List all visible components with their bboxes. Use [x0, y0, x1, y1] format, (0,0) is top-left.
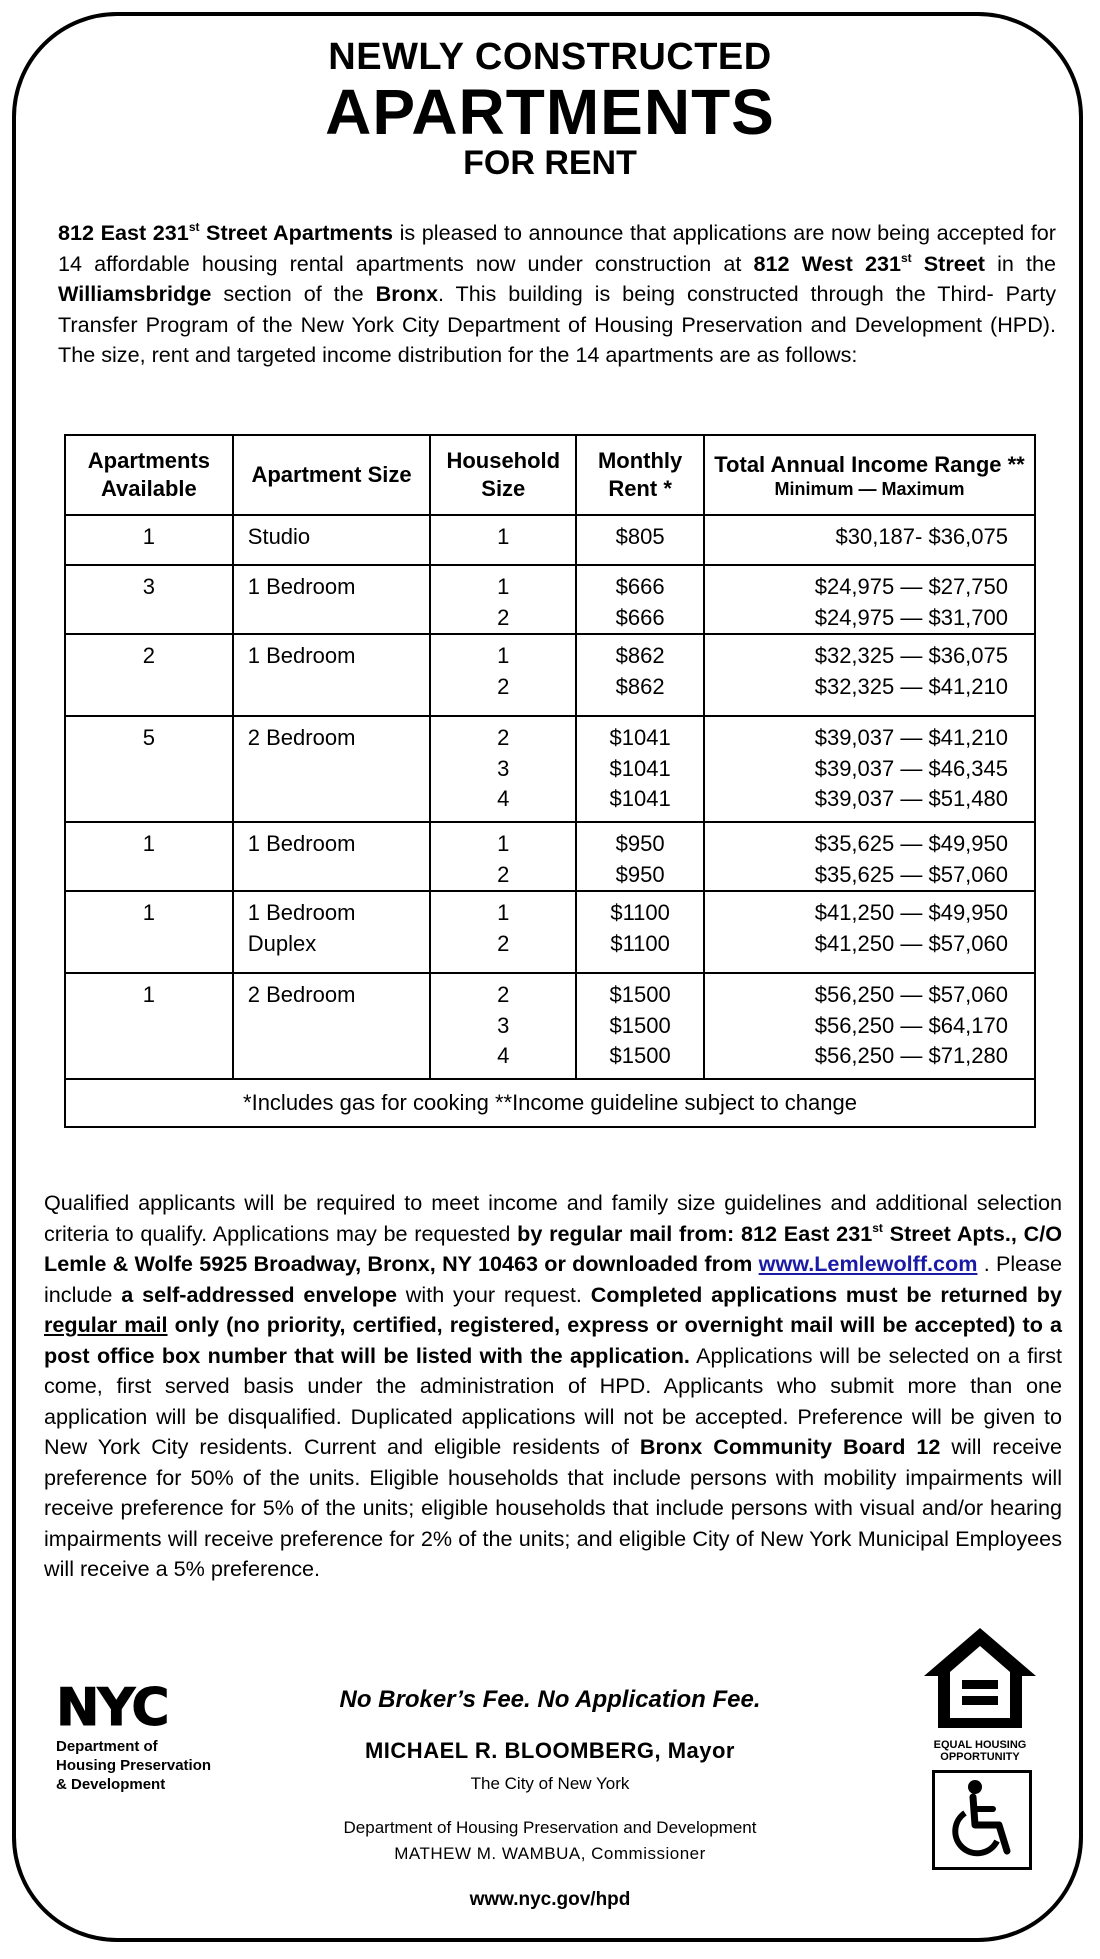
cell-available: 1 [65, 822, 233, 891]
body-b8: regular mail [44, 1312, 168, 1337]
body-b5: a self-addressed envelope [121, 1281, 397, 1307]
income-value: $41,250 — $57,060 [814, 930, 1008, 956]
intro-t10: . This building is being constructed through the Third- Party Transfer Program of the New York City Department of Housing Preservation and Development (HPD). The size, rent and targeted income distribution for the 14 apartments are as follows: [58, 281, 1056, 367]
income-value: $39,037 — $51,480 [814, 786, 1008, 811]
body-b7: Completed applications must be returned by [590, 1281, 1062, 1307]
income-value: $24,975 — $27,750 [814, 574, 1008, 599]
cell-available: 5 [65, 716, 233, 822]
intro-t9: Bronx [375, 281, 438, 306]
min-max-label: Minimum — Maximum [774, 479, 965, 499]
table-row [65, 716, 1035, 822]
cell-household [430, 973, 576, 1079]
city-line: The City of New York [470, 1774, 630, 1793]
rent-value: $1500 [609, 1012, 671, 1038]
cell-available: 1 [65, 973, 233, 1079]
table-row [65, 515, 1035, 565]
table-row [65, 891, 1035, 973]
table-row [65, 565, 1035, 634]
logo-dept-line3: & Development [56, 1776, 166, 1793]
rent-value: $1500 [609, 982, 671, 1007]
household-value: 1 [497, 831, 510, 856]
cell-household [430, 716, 576, 822]
body-b4: . Please include [44, 1251, 1063, 1307]
eho-label-2: OPPORTUNITY [940, 1751, 1020, 1763]
col-monthly-rent: Monthly Rent * [576, 435, 704, 515]
household-value: 1 [497, 900, 510, 925]
headline-apartments: APARTMENTS [325, 76, 775, 148]
lemlewolff-link[interactable]: www.Lemlewolff.com [758, 1251, 978, 1276]
intro-t3: is pleased to announce that applications are now being accepted for 14 affordable housing rental apartments now under construction at [58, 220, 1056, 276]
equal-housing-logo [920, 1624, 1040, 1763]
income-value: $35,625 — $49,950 [814, 831, 1008, 856]
cell-income [704, 565, 1035, 634]
income-value: $56,250 — $71,280 [814, 1043, 1008, 1068]
intro-t4: 812 West 231 [753, 250, 901, 276]
rent-value: $1100 [610, 900, 670, 925]
income-value: $39,037 — $46,345 [814, 755, 1008, 781]
intro-t5: Street [911, 250, 985, 276]
rent-value: $805 [615, 524, 665, 549]
col-income-range [704, 435, 1035, 515]
hpd-url[interactable]: www.nyc.gov/hpd [469, 1889, 631, 1910]
col-apartment-size: Apartment Size [233, 435, 431, 515]
cell-size: 1 Bedroom [233, 565, 431, 634]
intro-paragraph [58, 218, 1056, 371]
household-value: 2 [497, 930, 510, 956]
household-value: 1 [497, 574, 510, 599]
headline-newly-constructed: NEWLY CONSTRUCTED [328, 36, 772, 78]
body-b2-sup: st [872, 1220, 883, 1235]
cell-size: 2 Bedroom [233, 716, 431, 822]
income-value: $35,625 — $57,060 [814, 861, 1008, 887]
cell-income [704, 973, 1035, 1079]
intro-t1-sup: st [188, 220, 200, 234]
cell-rent [576, 634, 704, 716]
cell-size: 1 Bedroom [233, 822, 431, 891]
household-value: 3 [497, 755, 510, 781]
cell-income [704, 515, 1035, 565]
headline-for-rent: FOR RENT [463, 144, 637, 182]
cell-rent [576, 822, 704, 891]
body-b9: only (no priority, certified, registered, express or overnight mail will be accepted) to a post office box number that will be listed with the application. [44, 1312, 1062, 1368]
equal-housing-icon [920, 1624, 1040, 1734]
table-row [65, 973, 1035, 1079]
cell-income [704, 634, 1035, 716]
mayor-line: MICHAEL R. BLOOMBERG, Mayor [364, 1738, 735, 1763]
income-value: $56,250 — $57,060 [814, 982, 1008, 1007]
cell-size: 1 Bedroom Duplex [233, 891, 431, 973]
cell-income [704, 822, 1035, 891]
table-row [65, 634, 1035, 716]
eho-label-1: EQUAL HOUSING [933, 1739, 1027, 1751]
rent-value: $950 [615, 861, 665, 887]
wheelchair-icon [935, 1773, 1029, 1867]
cell-rent [576, 716, 704, 822]
income-value: $32,325 — $41,210 [814, 673, 1008, 699]
cell-household [430, 822, 576, 891]
household-value: 1 [497, 524, 510, 549]
rent-value: $1500 [609, 1043, 671, 1068]
logo-dept-line2: Housing Preservation [56, 1757, 212, 1774]
body-b12: will receive preference for 50% of the units. Eligible households that include persons with mobility impairments will receive preference for 5% of the units; eligible households that include persons with visual and/or hearing impairments will receive preference for 2% of the units; and eligible City of New York Municipal Employees will receive a 5% preference. [44, 1434, 1062, 1581]
body-b6: with your request. [396, 1281, 591, 1307]
income-value: $41,250 — $49,950 [814, 900, 1008, 925]
income-value: $56,250 — $64,170 [814, 1012, 1008, 1038]
accessibility-badge [932, 1770, 1032, 1870]
rent-value: $862 [615, 643, 665, 668]
intro-t7: Williamsbridge [58, 281, 212, 306]
logo-dept-line1: Department of [56, 1738, 158, 1755]
intro-t1: 812 East 231 [58, 220, 189, 245]
household-value: 2 [497, 604, 510, 630]
table-footnote-row [65, 1079, 1035, 1127]
col-apartments-available: Apartments Available [65, 435, 233, 515]
cell-income [704, 716, 1035, 822]
no-fees-note: No Broker’s Fee. No Application Fee. [339, 1686, 761, 1713]
department-line: Department of Housing Preservation and Development [343, 1818, 757, 1837]
rent-table [64, 434, 1036, 1128]
household-value: 2 [497, 673, 510, 699]
household-value: 3 [497, 1012, 510, 1038]
intro-t4-sup: st [900, 250, 912, 265]
intro-t8: section of the [211, 281, 376, 306]
cell-household [430, 891, 576, 973]
cell-rent [576, 891, 704, 973]
body-b2: by regular mail from: 812 East 231 [517, 1220, 873, 1246]
cell-size: Studio [233, 515, 431, 565]
rent-value: $1041 [609, 725, 671, 750]
household-value: 2 [497, 861, 510, 887]
body-b10: Applications will be selected on a first come, first served basis under the administration of HPD. Applicants who submit more than one application will be disqualified. Duplicated applications will not be accepted. Preference will be given to New York City residents. Current and eligible residents of [44, 1342, 1062, 1459]
cell-available: 1 [65, 515, 233, 565]
nyc-hpd-logo [56, 1680, 256, 1793]
table-header-row [65, 435, 1035, 515]
cell-available: 2 [65, 634, 233, 716]
income-value: $39,037 — $41,210 [814, 725, 1008, 750]
household-value: 1 [497, 643, 510, 668]
household-value: 2 [497, 725, 510, 750]
eligibility-paragraph [44, 1188, 1062, 1585]
rent-value: $862 [615, 673, 665, 699]
rent-value: $666 [615, 604, 665, 630]
commissioner-line: MATHEW M. WAMBUA, Commissioner [394, 1844, 706, 1863]
income-value: $24,975 — $31,700 [814, 604, 1008, 630]
cell-available: 3 [65, 565, 233, 634]
table-footnote: *Includes gas for cooking **Income guideline subject to change [65, 1079, 1035, 1127]
cell-rent [576, 515, 704, 565]
rent-value: $950 [615, 831, 665, 856]
rent-value: $666 [615, 574, 665, 599]
income-value: $30,187- $36,075 [835, 524, 1008, 549]
col-household-size: Household Size [430, 435, 576, 515]
body-b11: Bronx Community Board 12 [639, 1434, 941, 1459]
household-value: 4 [497, 1043, 510, 1068]
cell-size: 2 Bedroom [233, 973, 431, 1079]
income-value: $32,325 — $36,075 [814, 643, 1008, 668]
cell-available: 1 [65, 891, 233, 973]
nyc-wordmark: NYC [56, 1678, 168, 1738]
intro-t2: Street Apartments [199, 220, 394, 245]
table-row [65, 822, 1035, 891]
household-value: 2 [497, 982, 510, 1007]
cell-size: 1 Bedroom [233, 634, 431, 716]
cell-household [430, 565, 576, 634]
cell-income [704, 891, 1035, 973]
cell-rent [576, 565, 704, 634]
cell-rent [576, 973, 704, 1079]
cell-household [430, 634, 576, 716]
rent-value: $1041 [609, 786, 671, 811]
body-b1: Qualified applicants will be required to meet income and family size guidelines and additional selection criteria to qualify. Applications may be requested [44, 1190, 1062, 1246]
intro-t6: in the [984, 250, 1056, 276]
cell-household [430, 515, 576, 565]
rent-value: $1100 [610, 930, 670, 956]
household-value: 4 [497, 786, 510, 811]
income-range-label: Total Annual Income Range ** [714, 452, 1025, 477]
rent-value: $1041 [609, 755, 671, 781]
body-b3: Street Apts., C/O Lemle & Wolfe 5925 Broadway, Bronx, NY 10463 or downloaded from [44, 1220, 1062, 1276]
